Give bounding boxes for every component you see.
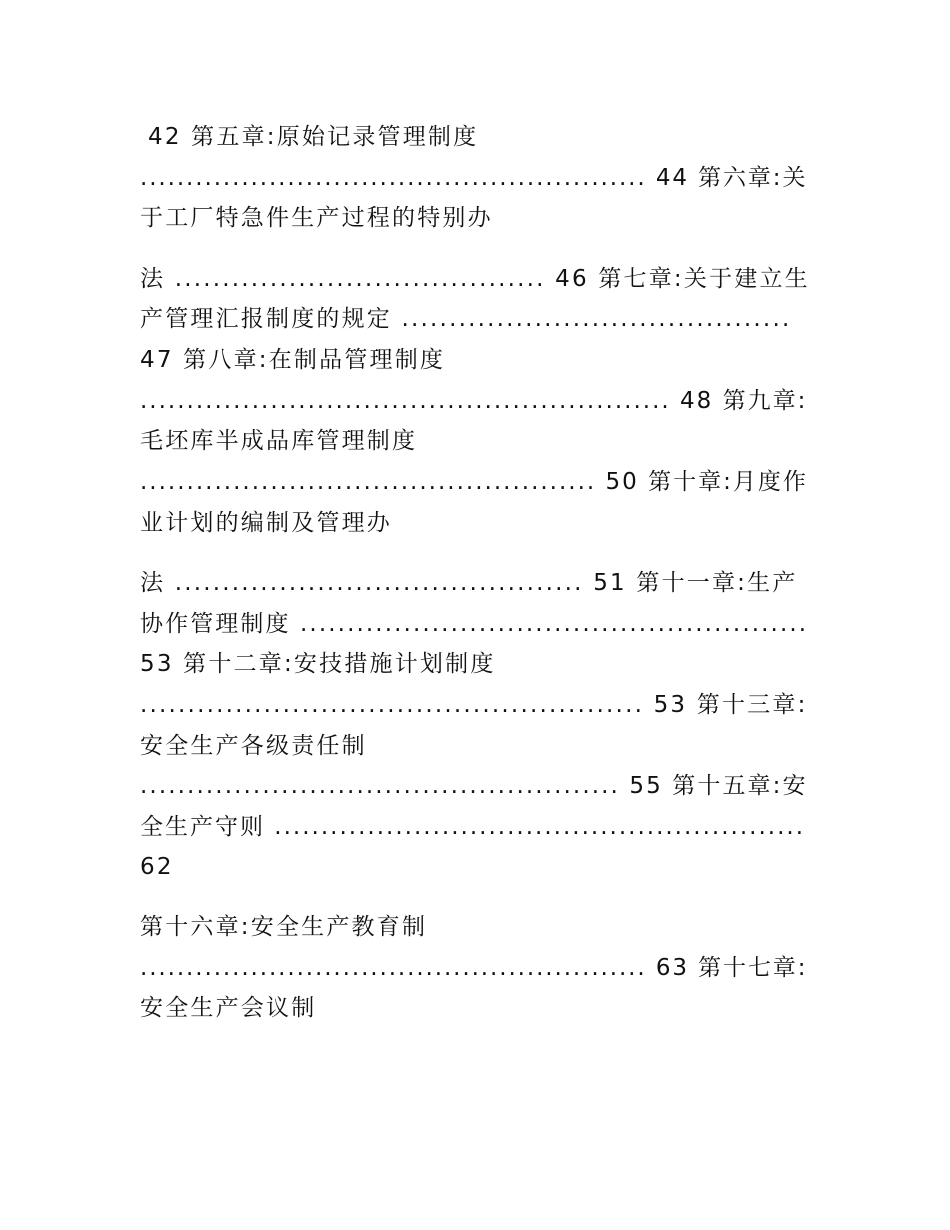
toc-line: 42 第五章:原始记录管理制度 — [148, 124, 479, 150]
toc-line: ................................................. 50 第十章:月度作 — [140, 469, 808, 495]
toc-line: ................................................... 55 第十五章:安 — [140, 773, 808, 799]
toc-line: 47 第八章:在制品管理制度 — [140, 347, 446, 373]
toc-line: ....................................................... 44 第六章:关 — [140, 165, 808, 191]
toc-line: ..................................................... 53 第十三章: — [140, 692, 808, 718]
toc-line: 法 ........................................... 51 第十一章:生产 — [140, 570, 798, 596]
toc-line: 毛坯库半成品库管理制度 — [140, 428, 418, 454]
toc-line: 第十六章:安全生产教育制 — [140, 914, 428, 940]
toc-line: ......................................................... 48 第九章: — [140, 388, 808, 414]
toc-line: 安全生产会议制 — [140, 995, 317, 1021]
toc-line: 53 第十二章:安技措施计划制度 — [140, 651, 496, 677]
toc-line: 协作管理制度 ...................................................... — [140, 611, 809, 637]
toc-line: 法 ....................................... 46 第七章:关于建立生 — [140, 266, 810, 292]
toc-line: 全生产守则 ......................................................... — [140, 814, 806, 840]
toc-line: 业计划的编制及管理办 — [140, 510, 392, 536]
toc-line: 安全生产各级责任制 — [140, 733, 367, 759]
toc-line: ....................................................... 63 第十七章: — [140, 955, 808, 981]
toc-line: 62 — [140, 854, 174, 880]
toc-line: 产管理汇报制度的规定 ......................................... — [140, 306, 792, 332]
toc-line: 于工厂特急件生产过程的特别办 — [140, 205, 493, 231]
